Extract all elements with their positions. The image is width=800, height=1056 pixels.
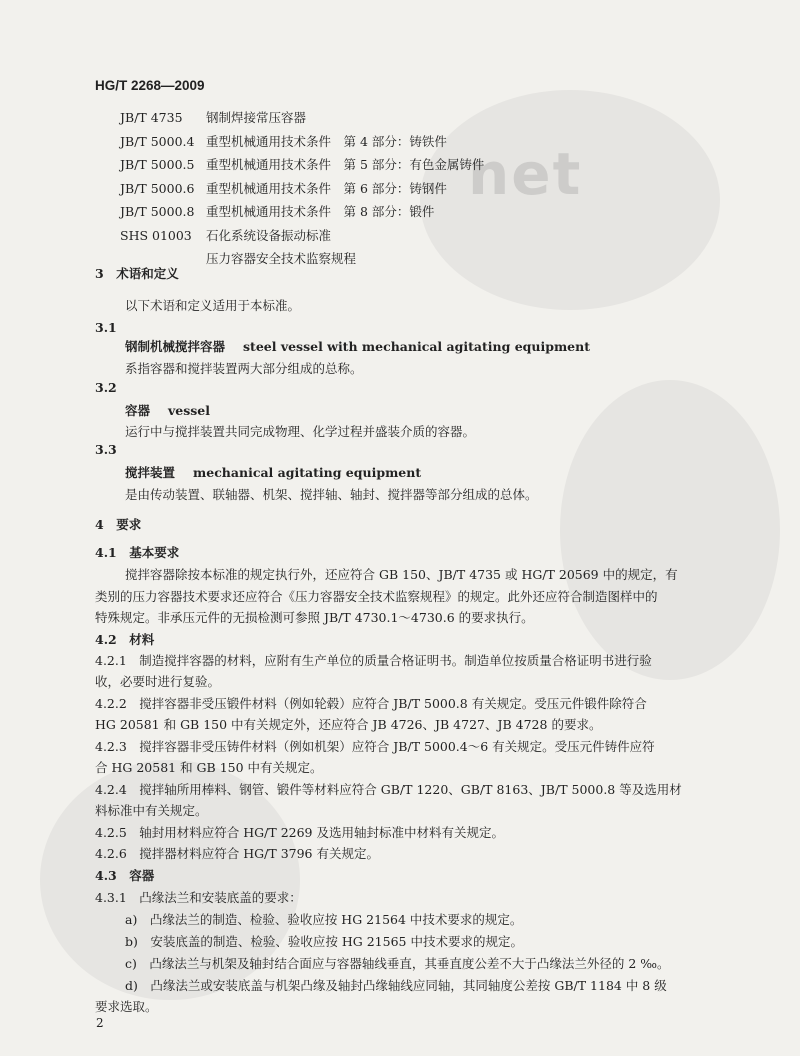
term-number: 3.3 [95, 442, 117, 457]
paragraph-line: 4.2.4 搅拌轴所用棒料、钢管、锻件等材料应符合 GB/T 1220、GB/T 8163、JB/T 5000.8 等及选用材 [95, 782, 682, 797]
reference-code: SHS 01003 [120, 227, 192, 243]
term-number: 3.1 [95, 320, 117, 335]
reference-code: JB/T 5000.5 [120, 157, 195, 172]
paragraph-line: 类别的压力容器技术要求还应符合《压力容器安全技术监察规程》的规定。此外还应符合制造图样中的 [95, 589, 658, 604]
reference-item [120, 177, 484, 201]
paragraph-line: 要求选取。 [95, 999, 158, 1014]
section-4-1-heading: 4.1 基本要求 [95, 545, 180, 560]
section-4-3-heading: 4.3 容器 [95, 868, 155, 883]
paragraph-line: 合 HG 20581 和 GB 150 中有关规定。 [95, 760, 323, 775]
term-en: mechanical agitating equipment [193, 465, 422, 480]
reference-title: 重型机械通用技术条件 第 8 部分：锻件 [206, 204, 435, 219]
reference-code: JB/T 5000.6 [120, 180, 195, 196]
section-3-heading: 3 术语和定义 [95, 266, 179, 281]
reference-title: 重型机械通用技术条件 第 5 部分：有色金属铸件 [206, 157, 485, 172]
paper-stain [560, 380, 780, 680]
section-4-heading: 4 要求 [95, 517, 142, 532]
term-cn: 钢制机械搅拌容器 [125, 339, 226, 354]
term-number: 3.2 [95, 380, 117, 395]
term-definition: 系指容器和搅拌装置两大部分组成的总称。 [125, 361, 363, 376]
reference-code: JB/T 5000.8 [120, 204, 195, 219]
reference-item [120, 106, 484, 130]
paragraph-line: HG 20581 和 GB 150 中有关规定外，还应符合 JB 4726、JB 4727、JB 4728 的要求。 [95, 717, 602, 732]
reference-item [120, 130, 484, 154]
term-cn: 容器 [125, 403, 151, 418]
reference-title: 重型机械通用技术条件 第 4 部分：铸铁件 [206, 133, 447, 149]
term-definition: 运行中与搅拌装置共同完成物理、化学过程并盛装介质的容器。 [125, 424, 476, 439]
reference-code: JB/T 4735 [120, 110, 183, 125]
reference-title: 压力容器安全技术监察规程 [206, 251, 357, 266]
term-definition: 是由传动装置、联轴器、机架、搅拌轴、轴封、搅拌器等部分组成的总体。 [125, 487, 538, 502]
paragraph-line: 4.2.5 轴封用材料应符合 HG/T 2269 及选用轴封标准中材料有关规定。 [95, 825, 504, 840]
paragraph-line: 4.2.6 搅拌器材料应符合 HG/T 3796 有关规定。 [95, 846, 379, 861]
term-en: vessel [168, 403, 211, 418]
paragraph-line: 收，必要时进行复验。 [95, 674, 221, 689]
page-number: 2 [96, 1016, 104, 1030]
term-heading [125, 463, 421, 481]
reference-item [120, 153, 484, 177]
list-item: c) 凸缘法兰与机架及轴封结合面应与容器轴线垂直，其垂直度公差不大于凸缘法兰外径的 2 ‰。 [125, 956, 670, 971]
list-item: d) 凸缘法兰或安装底盖与机架凸缘及轴封凸缘轴线应同轴，其同轴度公差按 GB/T 1184 中 8 级 [125, 978, 667, 993]
list-item: a) 凸缘法兰的制造、检验、验收应按 HG 21564 中技术要求的规定。 [125, 912, 523, 927]
section-3-intro: 以下术语和定义适用于本标准。 [125, 298, 301, 313]
term-heading [125, 401, 210, 419]
reference-title: 石化系统设备振动标准 [206, 227, 332, 243]
watermark: net [468, 140, 583, 208]
list-item: b) 安装底盖的制造、检验、验收应按 HG 21565 中技术要求的规定。 [125, 934, 523, 949]
paragraph-line: 4.2.2 搅拌容器非受压锻件材料（例如轮毂）应符合 JB/T 5000.8 有关规定。受压元件锻件除符合 [95, 696, 647, 711]
paragraph-line: 料标准中有关规定。 [95, 803, 208, 818]
reference-item [120, 224, 484, 248]
paragraph-line: 4.3.1 凸缘法兰和安装底盖的要求： [95, 890, 302, 905]
paragraph-line: 搅拌容器除按本标准的规定执行外，还应符合 GB 150、JB/T 4735 或 HG/T 20569 中的规定，有 [125, 567, 678, 582]
reference-title: 钢制焊接常压容器 [206, 110, 307, 125]
reference-title: 重型机械通用技术条件 第 6 部分：铸钢件 [206, 180, 447, 196]
term-heading [125, 337, 590, 355]
paragraph-line: 特殊规定。非承压元件的无损检测可参照 JB/T 4730.1～4730.6 的要求执行。 [95, 610, 534, 625]
reference-code: JB/T 5000.4 [120, 133, 195, 149]
reference-item [120, 200, 484, 224]
reference-list [120, 106, 484, 271]
section-4-2-heading: 4.2 材料 [95, 632, 155, 647]
term-cn: 搅拌装置 [125, 465, 176, 480]
standard-code: HG/T 2268—2009 [95, 78, 205, 93]
paragraph-line: 4.2.3 搅拌容器非受压铸件材料（例如机架）应符合 JB/T 5000.4～6 有关规定。受压元件铸件应符 [95, 739, 655, 754]
term-en: steel vessel with mechanical agitating equipment [243, 339, 591, 354]
paragraph-line: 4.2.1 制造搅拌容器的材料，应附有生产单位的质量合格证明书。制造单位按质量合格证明书进行验 [95, 653, 652, 668]
